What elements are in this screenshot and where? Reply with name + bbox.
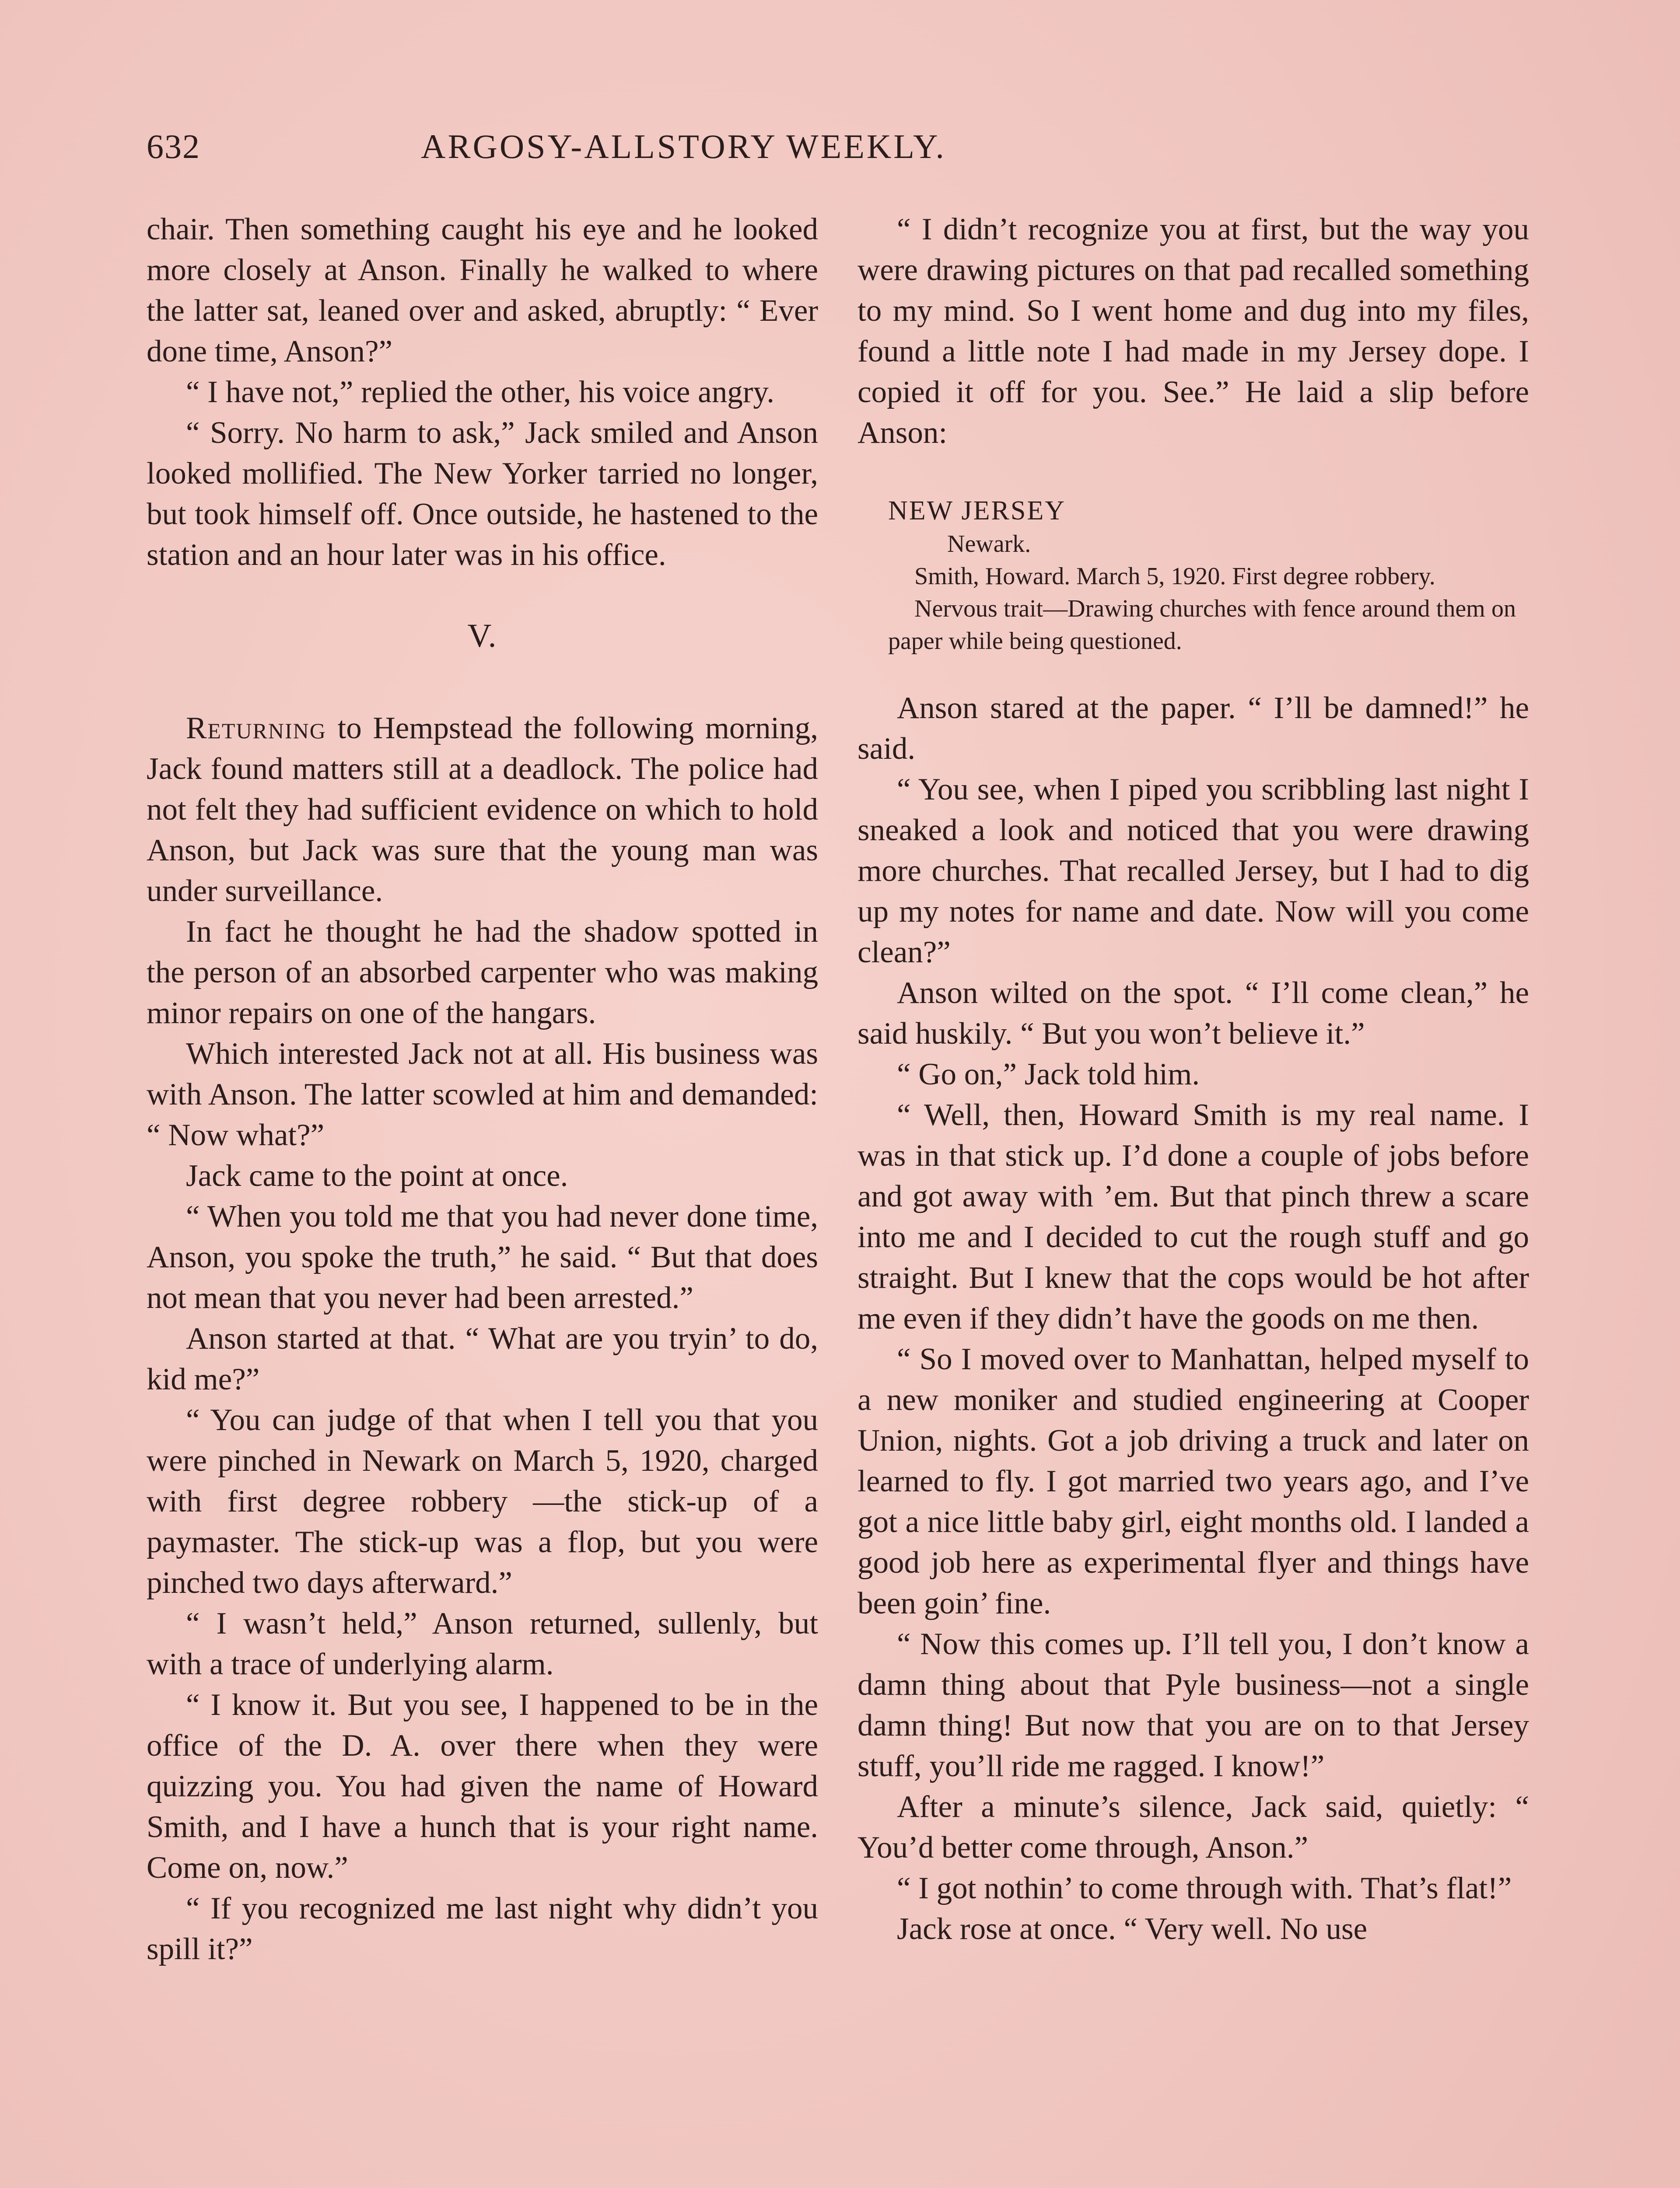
chapter-heading: V. [467,617,497,654]
paragraph: “ If you recognized me last night why didn’t you spill it?” [147,1891,818,1966]
paragraph: Jack rose at once. “ Very well. No use [897,1912,1368,1946]
left-column [147,209,818,1970]
note-state: NEW JERSEY [888,496,1066,526]
paragraph: chair. Then something caught his eye and he looked more closely at Anson. Finally he walked to where the latter sat, leaned over and asked, abruptly: “ Ever done time, Anson?” [147,212,818,368]
paragraph: “ I got nothin’ to come through with. That’s flat!” [897,1871,1512,1905]
paragraph: “ When you told me that you had never done time, Anson, you spoke the truth,” he said. “ But that does not mean that you never had been arrested.” [147,1199,818,1315]
paragraph: Anson stared at the paper. “ I’ll be damned!” he said. [858,691,1529,766]
paragraph: Jack came to the point at once. [186,1159,568,1193]
note-entry: Nervous trait—Drawing churches with fence around them on paper while being questioned. [888,595,1516,655]
paragraph: “ Well, then, Howard Smith is my real name. I was in that stick up. I’d done a couple of jobs before and got away with ’em. But that pinch threw a scare into me and I decided to cut the rough stuff and go straight. But I knew that the cops would be hot after me even if they didn’t have the goods on me then. [858,1098,1529,1336]
paragraph: “ You can judge of that when I tell you that you were pinched in Newark on March 5, 1920, charged with first degree robbery —the stick-up of a paymaster. The stick-up was a flop, but you were pinched two days afterward.” [147,1403,818,1600]
chapter-opening-paragraph [147,708,818,912]
paragraph: “ So I moved over to Manhattan, helped myself to a new moniker and studied engineering at Cooper Union, nights. Got a job driving a truck and later on learned to fly. I got married two years ago, and I’ve got a nice little baby girl, eight months old. I landed a good job here as experimental flyer and things have been goin’ fine. [858,1342,1529,1620]
paragraph: “ I wasn’t held,” Anson returned, sullenly, but with a trace of underlying alarm. [147,1606,818,1681]
running-head [147,127,1116,175]
note-entry: Smith, Howard. March 5, 1920. First degree robbery. [914,563,1435,590]
page-number: 632 [147,127,200,165]
paragraph: “ I have not,” replied the other, his voice angry. [186,375,774,409]
paragraph: “ I didn’t recognize you at first, but the way you were drawing pictures on that pad recalled something to my mind. So I went home and dug into my files, found a little note I had made in my Jersey dope. I copied it off for you. See.” He laid a slip before Anson: [858,212,1529,450]
paragraph: After a minute’s silence, Jack said, quietly: “ You’d better come through, Anson.” [858,1790,1529,1865]
paragraph: In fact he thought he had the shadow spotted in the person of an absorbed carpenter who was making minor repairs on one of the hangars. [147,915,818,1030]
paragraph: “ Sorry. No harm to ask,” Jack smiled and Anson looked mollified. The New Yorker tarried no longer, but took himself off. Once outside, he hastened to the station and an hour later was in his office. [147,416,818,572]
paragraph: Which interested Jack not at all. His business was with Anson. The latter scowled at him and demanded: “ Now what?” [147,1037,818,1152]
paragraph: “ You see, when I piped you scribbling last night I sneaked a look and noticed that you were drawing more churches. That recalled Jersey, but I had to dig up my notes for name and date. Now will you come clean?” [858,772,1529,969]
paragraph: Anson wilted on the spot. “ I’ll come clean,” he said huskily. “ But you won’t believe it.” [858,976,1529,1051]
opening-text: to Hempstead the following morning, Jack found matters still at a deadlock. The police had not felt they had sufficient evidence on which to hold Anson, but Jack was sure that the young man was under surveillance. [147,711,818,908]
magazine-title: ARGOSY-ALLSTORY WEEKLY. [421,127,946,165]
paragraph: “ Go on,” Jack told him. [897,1057,1200,1091]
police-record-note [888,494,1516,657]
opening-word: Returning [186,711,326,745]
paragraph: “ I know it. But you see, I happened to be in the office of the D. A. over there when they were quizzing you. You had given the name of Howard Smith, and I have a hunch that is your right name. Come on, now.” [147,1688,818,1885]
paragraph: “ Now this comes up. I’ll tell you, I don’t know a damn thing about that Pyle business—not a single damn thing! But now that you are on to that Jersey stuff, you’ll ride me ragged. I know!” [858,1627,1529,1783]
paragraph: Anson started at that. “ What are you tryin’ to do, kid me?” [147,1322,818,1396]
note-city: Newark. [947,530,1031,558]
right-column [858,209,1529,1950]
